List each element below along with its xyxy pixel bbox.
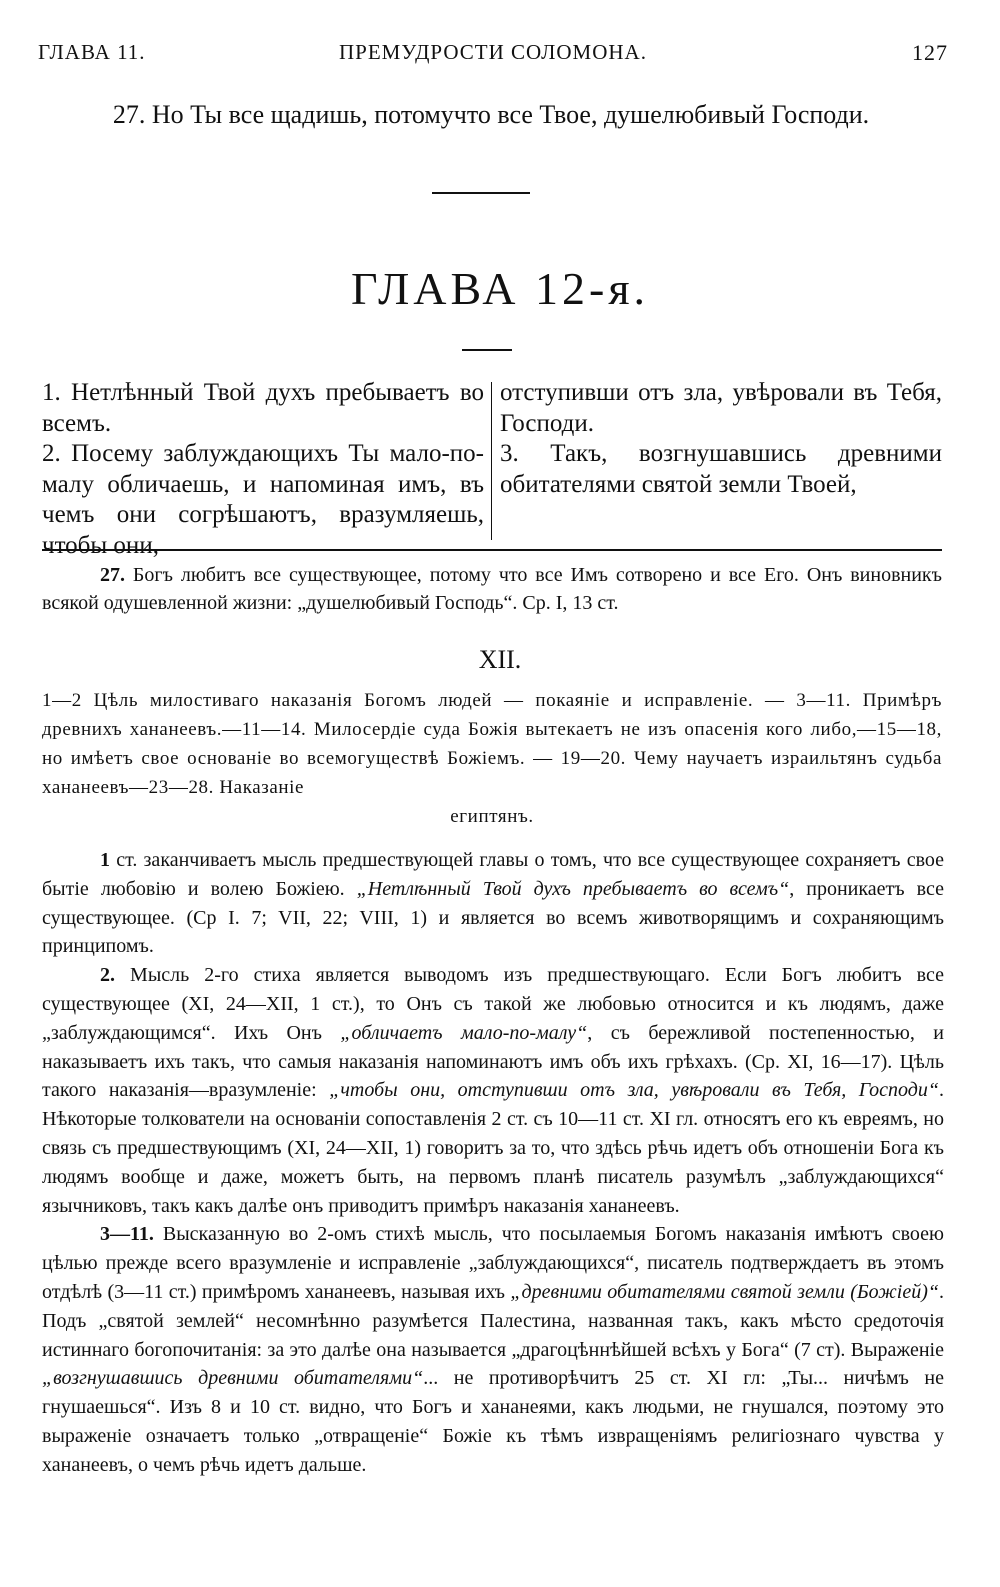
commentary-paragraph-1	[42, 846, 944, 961]
commentary-paragraph-2	[42, 961, 944, 1220]
running-header	[38, 40, 948, 72]
scripture-column-right	[500, 378, 942, 500]
quoted-verse: „древними обитателями святой земли (Божіей)“	[510, 1280, 939, 1303]
summary-text: 1—2 Цѣль милостиваго наказанія Богомъ людей — покаяніе и исправленіе. — 3—11. Примѣръ древнихъ хананеевъ.—11—14. Милосердіе суда Божія вытекаетъ не изъ опасенія кого либо,—15—18, но имѣетъ свое основаніе во всемогуществѣ Божіемъ. — 19—20. Чему научаетъ израильтянъ судьба хананеевъ—23—28. Наказаніе	[42, 690, 942, 798]
header-book-title: ПРЕМУДРОСТИ СОЛОМОНА.	[339, 40, 647, 64]
paragraph-lead: 3—11.	[100, 1223, 154, 1246]
short-rule-below-title	[462, 349, 512, 351]
paragraph-lead: 2.	[100, 964, 115, 987]
chapter-title: ГЛАВА 12-я.	[350, 263, 650, 314]
paragraph-text: . Подъ „святой землей“ несомнѣнно разумѣется Палестина, названная такъ, какъ мѣсто средоточія истиннаго богопочитанія: за это далѣе она называется „драгоцѣннѣйшей всѣхъ у Бога“ (7 ст). Выраженіе	[42, 1280, 944, 1361]
summary-last-line: египтянъ.	[450, 806, 534, 827]
paragraph-text: Высказанную во 2-омъ стихѣ мысль, что посылаемыя Богомъ наказанія имѣютъ своею цѣлью прежде всего вразумленіе и исправленіе „заблуждающихся“, писатель подтверждаетъ въ этомъ отдѣлѣ (3—11 ст.) примѣромъ хананеевъ, называя ихъ	[42, 1223, 944, 1303]
paragraph-text: ... не противорѣчитъ 25 ст. XI гл: „Ты... ничѣмъ не гнушаешься“. Изъ 8 и 10 ст. видно, что Богъ и хананеями, какъ людьми, не гнушался, поэтому это выраженіе означаетъ только „отвращеніе“ Божіе къ тѣмъ извращеніямъ религіознаго чувства у хананеевъ, о чемъ рѣчь идетъ дальше.	[42, 1367, 945, 1476]
header-chapter: ГЛАВА 11.	[38, 40, 146, 64]
quoted-verse: „Нетлѣнный Твой духъ пребываетъ во всемъ“	[356, 877, 790, 900]
commentary	[42, 846, 944, 1480]
scripture-column-left	[42, 378, 484, 561]
paragraph-text: , проникаетъ все существующее. (Ср I. 7; VII, 22; VIII, 1) и является во всемъ животворящимъ и сохраняющимъ принципомъ.	[42, 877, 944, 958]
verse-27: 27. Но Ты все щадишь, потомучто все Твое, душелюбивый Господи.	[112, 100, 870, 129]
verse-3: 3. Такъ, возгнушавшись древними обитателями святой земли Твоей,	[500, 440, 942, 498]
commentary-note-27	[42, 561, 942, 617]
verse-2-continued: отступивши отъ зла, увѣровали въ Тебя, Господи.	[500, 379, 942, 437]
verse-2: 2. Посему заблуждающихъ Ты мало-по-малу обличаешь, и напоминая имъ, въ чемъ они согрѣшаютъ, вразумляешь, чтобы они,	[42, 440, 484, 559]
verse-1: 1. Нетлѣнный Твой духъ пребываетъ во всемъ.	[42, 379, 484, 437]
commentary-paragraph-3	[42, 1220, 944, 1479]
text-separator-rule	[42, 549, 942, 551]
column-divider	[491, 382, 492, 540]
paragraph-text: . Нѣкоторые толкователи на основаніи сопоставленія 2 ст. съ 10—11 ст. XI гл. относятъ его къ евреямъ, но связь съ предшествующимъ (XI, 24—XII, 1) говоритъ за то, что здѣсь рѣчь идетъ объ отношеніи Бога къ людямъ вообще и даже, можетъ быть, на первомъ планѣ писатель разумѣлъ „заблуждающихся“ язычниковъ, такъ какъ далѣе онъ приводитъ примѣръ наказанія хананеевъ.	[42, 1079, 944, 1217]
short-rule-top	[432, 192, 530, 194]
note-27-number: 27.	[100, 564, 125, 586]
quoted-verse: „обличаетъ мало-по-малу“	[340, 1021, 588, 1044]
quoted-verse: „чтобы они, отступивши отъ зла, увѣровали въ Тебя, Господи“	[329, 1079, 939, 1102]
section-number: XII.	[478, 645, 522, 674]
paragraph-text: , съ бережливой постепенностью, и наказываетъ ихъ такъ, что самыя наказанія напоминаютъ имъ объ ихъ грѣхахъ. (Ср. XI, 16—17). Цѣль такого наказанія—вразумленіе:	[42, 1021, 944, 1102]
paragraph-text: ст. заканчиваетъ мысль предшествующей главы о томъ, что все существующее сохраняетъ свое бытіе любовію и волею Божіею.	[42, 849, 944, 900]
paragraph-lead: 1	[100, 849, 110, 871]
paragraph-text: Мысль 2-го стиха является выводомъ изъ предшествующаго. Если Богъ любитъ все существующее (XI, 24—XII, 1 ст.), то Онъ съ такой же любовью относится и къ людямъ, даже „заблуждающимся“. Ихъ Онъ	[42, 964, 944, 1044]
scripture-columns	[42, 378, 942, 559]
page-number: 127	[912, 40, 948, 65]
quoted-verse: „возгнушавшись древними обитателями“	[42, 1367, 424, 1390]
chapter-summary	[42, 686, 942, 831]
note-27-text: Богъ любитъ все существующее, потому что все Имъ сотворено и все Его. Онъ виновникъ всякой одушевленной жизни: „душелюбивый Господь“. Ср. I, 13 ст.	[42, 564, 942, 614]
